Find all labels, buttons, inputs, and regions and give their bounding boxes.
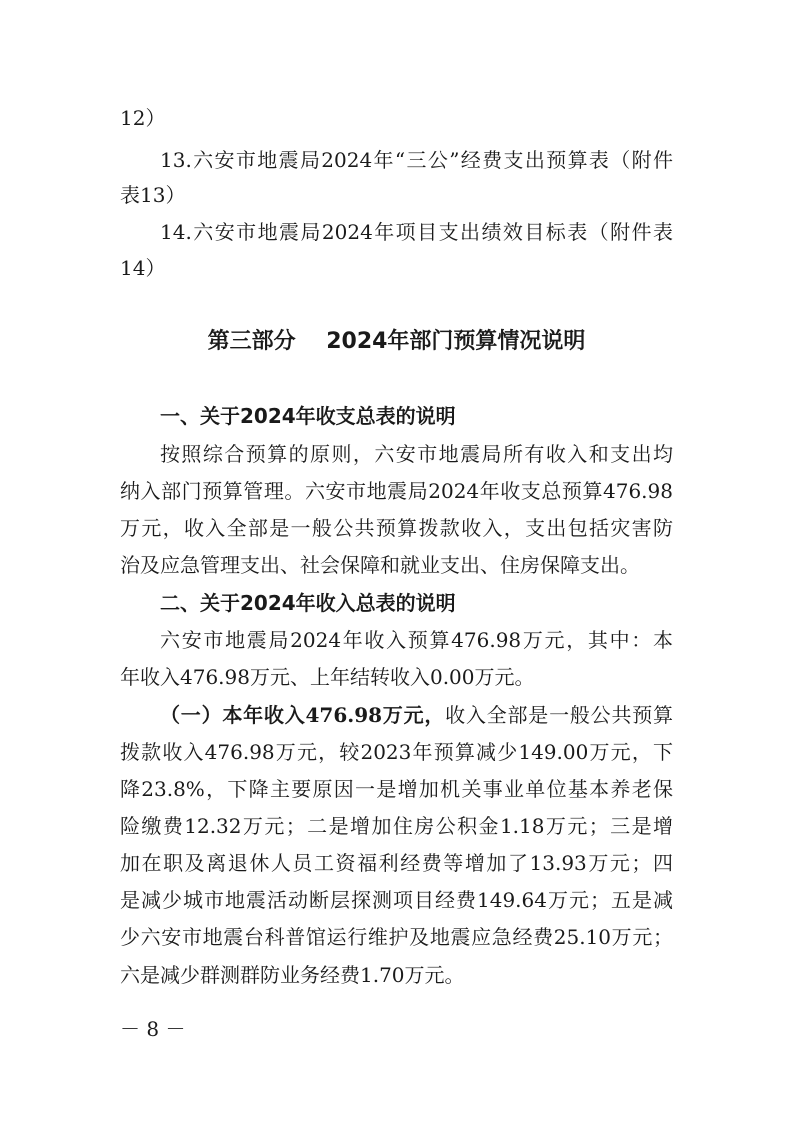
subsection-1-line: 险缴费12.32万元；二是增加住房公积金1.18万元；三是增	[120, 814, 673, 838]
list-item-14-tail: 14）	[120, 256, 166, 280]
section-1-title: 一、关于2024年收支总表的说明	[160, 404, 456, 428]
list-item-13: 13.六安市地震局2024年“三公”经费支出预算表（附件	[160, 148, 673, 172]
subsection-1-line: 是减少城市地震活动断层探测项目经费149.64万元；五是减	[120, 888, 673, 912]
list-item-12-tail: 12）	[120, 106, 166, 130]
subsection-1-line: 加在职及离退休人员工资福利经费等增加了13.93万元；四	[120, 851, 673, 875]
part-title: 第三部分 2024年部门预算情况说明	[207, 329, 586, 354]
section-1-line: 纳入部门预算管理。六安市地震局2024年收支总预算476.98	[120, 479, 673, 503]
section-1-line: 治及应急管理支出、社会保障和就业支出、住房保障支出。	[120, 553, 640, 577]
page-number: － 8 －	[120, 1017, 186, 1041]
list-item-14: 14.六安市地震局2024年项目支出绩效目标表（附件表	[160, 220, 673, 244]
subsection-1-lead-rest: 收入全部是一般公共预算	[445, 703, 674, 727]
section-1-line: 按照综合预算的原则，六安市地震局所有收入和支出均	[160, 442, 673, 466]
subsection-1-first-line	[160, 701, 673, 729]
subsection-1-lead: （一）本年收入476.98万元，	[160, 703, 446, 727]
section-1-line: 万元，收入全部是一般公共预算拨款收入，支出包括灾害防	[120, 516, 673, 540]
section-2-line: 六安市地震局2024年收入预算476.98万元，其中：本	[160, 628, 673, 652]
section-2-line: 年收入476.98万元、上年结转收入0.00万元。	[120, 665, 535, 689]
subsection-1-line: 拨款收入476.98万元，较2023年预算减少149.00万元，下	[120, 740, 673, 764]
section-2-title: 二、关于2024年收入总表的说明	[160, 591, 456, 615]
list-item-13-tail: 表13）	[120, 183, 186, 207]
subsection-1-line: 六是减少群测群防业务经费1.70万元。	[120, 963, 465, 987]
subsection-1-line: 少六安市地震台科普馆运行维护及地震应急经费25.10万元；	[120, 925, 673, 949]
subsection-1-line: 降23.8%，下降主要原因一是增加机关事业单位基本养老保	[120, 777, 673, 801]
